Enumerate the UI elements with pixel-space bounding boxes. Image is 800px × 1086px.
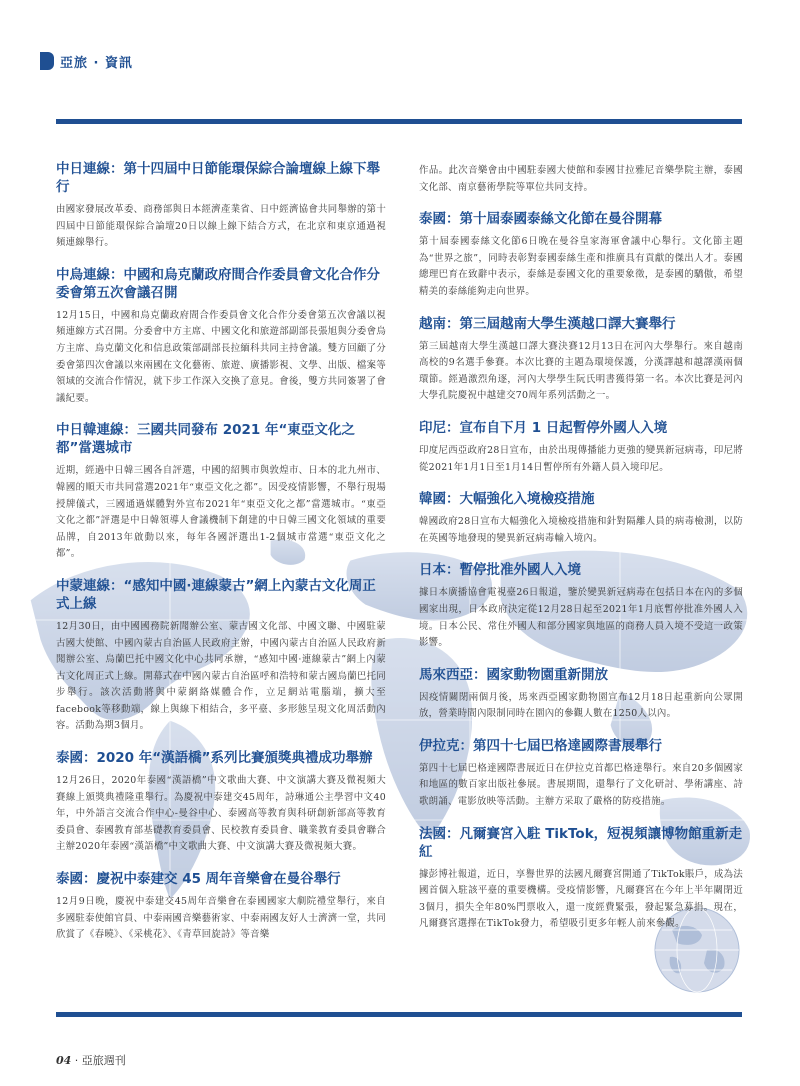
page-number: 04 (56, 1054, 72, 1067)
article (419, 737, 743, 811)
section-title: 亞旅 · 資訊 (60, 56, 133, 71)
article-headline: 中烏連線：中國和烏克蘭政府間合作委員會文化合作分委會第五次會議召開 (56, 266, 380, 301)
page-footer (56, 1052, 126, 1068)
article (56, 421, 386, 563)
article-body: 第十屆泰國泰絲文化節6日晚在曼谷皇家海軍會議中心舉行。文化節主題為“世界之旅”，同時表彰對泰國泰絲生產和推廣具有貢獻的傑出人才。泰國總理巴育在致辭中表示，泰絲是泰國文化的重要象徵，是泰國的驕傲，希望精美的泰絲能夠走向世界。 (419, 236, 743, 297)
article-body: 印度尼西亞政府28日宣布，由於出現傳播能力更強的變異新冠病毒，印尼將從2021年1月1日至1月14日暫停所有外籍人員入境印尼。 (419, 444, 743, 473)
article-body: 12月30日，由中國國務院新聞辦公室、蒙古國文化部、中國文聯、中國駐蒙古國大使館、中國內蒙古自治區人民政府主辦，中國內蒙古自治區人民政府新聞辦公室、烏蘭巴托中國文化中心共同承辦，“感知中國·連線蒙古”網上內蒙古文化周正式上線。開幕式在中國內蒙古自治區呼和浩特和蒙古國烏蘭巴托同步舉行。該次活動將與中蒙網絡媒體合作，立足網站電腦端，擴大至facebook等移動端，線上與線下相結合，多平臺、多形態呈現文化周活動內容。活動為期3個月。 (56, 620, 386, 732)
article-headline: 泰國：2020 年“漢語橋”系列比賽頒獎典禮成功舉辦 (56, 750, 373, 767)
article-headline: 泰國：第十屆泰國泰絲文化節在曼谷開幕 (419, 211, 662, 228)
article-headline: 法國：凡爾賽宮入駐 TikTok，短視頻讓博物館重新走紅 (419, 825, 743, 860)
article-headline: 中日韓連線：三國共同發布 2021 年“東亞文化之都”當選城市 (56, 422, 355, 457)
article (56, 266, 386, 408)
article-body: 據日本廣播協會電視臺26日報道，鑒於變異新冠病毒在包括日本在內的多個國家出現，日本政府決定從12月28日起至2021年1月底暫停批准外國人入境。日本公民、常住外國人和部分國家與地區的商務人員入境不受這一政策影響。 (419, 587, 743, 649)
article (419, 315, 743, 405)
article (56, 749, 386, 856)
article (419, 561, 743, 651)
article (56, 577, 386, 735)
article-headline: 泰國：慶祝中泰建交 45 周年音樂會在曼谷舉行 (56, 871, 341, 888)
article-body: 作品。此次音樂會由中國駐泰國大使館和泰國甘拉雅尼音樂學院主辦，泰國文化部、南京藝術學院等單位共同支持。 (419, 165, 743, 193)
publication-name: · 亞旅週刊 (71, 1054, 126, 1067)
article-headline: 韓國：大幅強化入境檢疫措施 (419, 491, 595, 508)
article (419, 210, 743, 300)
left-column (56, 160, 386, 958)
article-body: 12月9日晚，慶祝中泰建交45周年音樂會在泰國國家大劇院禮堂舉行，來自多國駐泰使館官員、中泰兩國音樂藝術家、中泰兩國友好人士濟濟一堂，共同欣賞了《春曉》、《采桃花》、《青草回旋詩》等音樂 (56, 896, 386, 941)
article-body: 據彭博社報道，近日，享譽世界的法國凡爾賽宮開通了TikTok賬戶，成為法國首個入駐該平臺的重要機構。受疫情影響，凡爾賽宮在今年上半年關閉近3個月，損失全年80%門票收入，還一度經費緊張，發起緊急募捐。現在，凡爾賽宮選擇在TikTok發力，希望吸引更多年輕人前來參觀。 (419, 868, 743, 930)
article-headline: 馬來西亞：國家動物園重新開放 (419, 666, 608, 683)
bottom-divider (56, 1012, 742, 1017)
article (56, 160, 386, 252)
article-body: 第四十七屆巴格達國際書展近日在伊拉克首都巴格達舉行。來自20多個國家和地區的數百家出版社參展。書展期間，還舉行了文化研討、學術講座、詩歌朗誦、電影放映等活動。主辦方采取了嚴格的防疫措施。 (419, 762, 743, 808)
article-headline: 伊拉克：第四十七屆巴格達國際書展舉行 (419, 737, 662, 754)
article-body: 由國家發展改革委、商務部與日本經濟產業省、日中經濟協會共同舉辦的第十四屆中日節能環保綜合論壇20日以線上線下結合方式，在北京和東京通過視頻連線舉行。 (56, 204, 386, 249)
article (419, 666, 743, 723)
article-headline: 中日連線：第十四屆中日節能環保綜合論壇線上線下舉行 (56, 161, 380, 195)
article-body: 12月26日，2020年泰國“漢語橋”中文歌曲大賽、中文演講大賽及微視頻大賽線上頒獎典禮隆重舉行。為慶祝中泰建交45周年，詩琳通公主學習中文40年，中外語言交流合作中心-曼谷中心、泰國高等教育與科研創新部高等教育委員會、泰國教育部基礎教育委員會、民校教育委員會、職業教育委員會聯合主辦2020年泰國“漢語橋”中文歌曲大賽、中文演講大賽及微視頻大賽。 (56, 775, 386, 853)
article-headline: 越南：第三屆越南大學生漢越口譯大賽舉行 (419, 315, 676, 332)
article (56, 870, 386, 944)
article-headline: 印尼：宣布自下月 1 日起暫停外國人入境 (419, 419, 668, 436)
article (419, 490, 743, 547)
article-headline: 中蒙連線：“感知中國·連線蒙古”網上內蒙古文化周正式上線 (56, 577, 376, 612)
right-column (419, 163, 743, 947)
article-continuation (419, 163, 743, 196)
article-body: 12月15日，中國和烏克蘭政府間合作委員會文化合作分委會第五次會議以視頻連線方式召開。分委會中方主席、中國文化和旅遊部副部長張旭與分委會烏方主席、烏克蘭文化和信息政策部副部長拉緬科共同主持會議。雙方回顧了分委會第四次會議以來兩國在文化藝術、旅遊、廣播影視、文學、出版、檔案等領域的交流合作情況，就下步工作深入交換了意見。會後，雙方共同簽署了會議紀要。 (56, 309, 386, 404)
article-body: 近期，經過中日韓三國各自評選，中國的紹興市與敦煌市、日本的北九州市、韓國的順天市共同當選2021年“東亞文化之都”。因受疫情影響，不舉行現場授牌儀式，三國通過媒體對外宣布2021年“東亞文化之都”當選城市。“東亞文化之都”評選是中日韓領導人會議機制下創建的中日韓三國文化領域的重要品牌，自2013年啟動以來，每年各國評選出1-2個城市當選“東亞文化之都”。 (56, 465, 386, 560)
article-headline: 日本：暫停批准外國人入境 (419, 562, 581, 579)
article-body: 第三屆越南大學生漢越口譯大賽決賽12月13日在河內大學舉行。來自越南高校的9名選手參賽。本次比賽的主題為環境保護，分漢譯越和越譯漢兩個環節。經過激烈角逐，河內大學學生阮氏明書獲得第一名。本次比賽是河內大學孔院慶祝中越建交70周年系列活動之一。 (419, 340, 743, 402)
article-body: 韓國政府28日宣布大幅強化入境檢疫措施和針對隔離人員的病毒檢測，以防在英國等地發現的變異新冠病毒輸入境內。 (419, 516, 743, 544)
article (419, 825, 743, 933)
top-divider (56, 119, 742, 124)
section-tab-marker (40, 52, 54, 70)
article (419, 419, 743, 476)
article-body: 因疫情關閉兩個月後，馬來西亞國家動物園宣布12月18日起重新向公眾開放，營業時間內限制同時在園內的參觀人數在1250人以內。 (419, 691, 743, 720)
